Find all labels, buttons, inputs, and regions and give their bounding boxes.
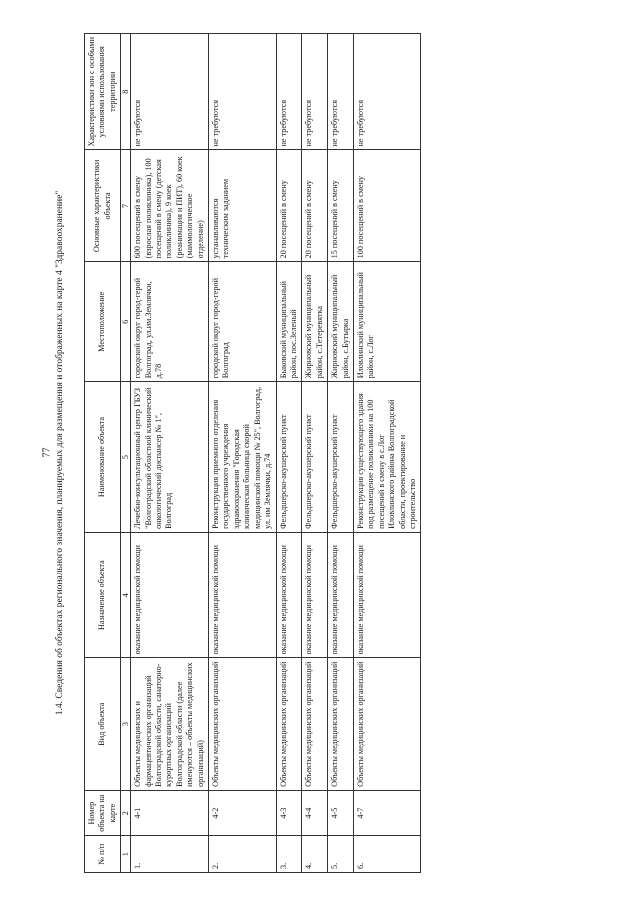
zone-characteristics: не требуются — [328, 34, 354, 150]
column-number: 1 — [121, 836, 131, 873]
column-number: 5 — [121, 382, 131, 533]
table-row — [302, 34, 328, 873]
object-purpose: оказание медицинской помощи — [328, 532, 354, 658]
table-row — [276, 34, 302, 873]
column-number: 8 — [121, 34, 131, 150]
column-header: Характеристики зон с особыми условиями использования территории — [85, 34, 121, 150]
column-header: Наименование объекта — [85, 382, 121, 533]
object-type: Объекты медицинских и фармацевтических организаций Волгоградской области, санаторно-курортных организаций Волгоградской области (далее именуются – объекты медицинских организаций) — [131, 658, 209, 790]
object-characteristics: 600 посещений в смену (взрослая поликлиника), 100 посещений в смену (детская поликлиника), 9 коек (реанимация и ПИТ), 60 коек (маммологическое отделение) — [131, 150, 209, 262]
object-type: Объекты медицинских организаций — [276, 658, 302, 790]
zone-characteristics: не требуются — [302, 34, 328, 150]
map-number: 4-7 — [353, 790, 420, 836]
column-number: 3 — [121, 658, 131, 790]
object-purpose: оказание медицинской помощи — [131, 532, 209, 658]
object-name: Реконструкция существующего здания под размещение поликлиники на 100 посещений в смену в с.Лог Иловлинского района Волгоградской области, проектирование и строительство — [353, 382, 420, 533]
column-number-row — [121, 34, 131, 873]
row-number: 2. — [209, 836, 276, 873]
object-location: Иловлинский муниципальный район, с.Лог — [353, 262, 420, 382]
object-name: Фельдшерско-акушерский пункт — [328, 382, 354, 533]
object-purpose: оказание медицинской помощи — [276, 532, 302, 658]
object-type: Объекты медицинских организаций — [209, 658, 276, 790]
map-number: 4-2 — [209, 790, 276, 836]
object-type: Объекты медицинских организаций — [353, 658, 420, 790]
table-row — [328, 34, 354, 873]
row-number: 6. — [353, 836, 420, 873]
row-number: 5. — [328, 836, 354, 873]
column-header: Вид объекта — [85, 658, 121, 790]
column-header: Основные характеристики объекта — [85, 150, 121, 262]
object-location: Быковский муниципальный район, пос.Зеленый — [276, 262, 302, 382]
column-number: 6 — [121, 262, 131, 382]
map-number: 4-5 — [328, 790, 354, 836]
row-number: 3. — [276, 836, 302, 873]
table-row — [209, 34, 276, 873]
object-characteristics: 15 посещений в смену — [328, 150, 354, 262]
object-location: городской округ город-герой Волгоград, ул.им.Землячки, д.78 — [131, 262, 209, 382]
zone-characteristics: не требуются — [209, 34, 276, 150]
zone-characteristics: не требуются — [131, 34, 209, 150]
object-location: Жирновский муниципальный район, с.Тетеревятка — [302, 262, 328, 382]
objects-table — [84, 33, 421, 873]
map-number: 4-1 — [131, 790, 209, 836]
object-purpose: оказание медицинской помощи — [209, 532, 276, 658]
object-characteristics: 20 посещений в смену — [302, 150, 328, 262]
rotated-page-content — [26, 13, 586, 893]
column-header: Назначение объекта — [85, 532, 121, 658]
object-characteristics: устанавливаются техническим заданием — [209, 150, 276, 262]
object-characteristics: 20 посещений в смену — [276, 150, 302, 262]
object-purpose: оказание медицинской помощи — [302, 532, 328, 658]
section-title: 1.4. Сведения об объектах регионального значения, планируемых для размещения и отображенных на карте 4 "Здравоохранение" — [55, 190, 65, 716]
object-purpose: оказание медицинской помощи — [353, 532, 420, 658]
object-type: Объекты медицинских организаций — [302, 658, 328, 790]
map-number: 4-3 — [276, 790, 302, 836]
header-row — [85, 34, 121, 873]
column-number: 4 — [121, 532, 131, 658]
object-location: городской округ город-герой Волгоград — [209, 262, 276, 382]
object-name: Фельдшерско-акушерский пункт — [276, 382, 302, 533]
column-number: 2 — [121, 790, 131, 836]
zone-characteristics: не требуются — [276, 34, 302, 150]
zone-characteristics: не требуются — [353, 34, 420, 150]
object-name: Фельдшерско-акушерский пункт — [302, 382, 328, 533]
page-number: 77 — [41, 447, 53, 458]
column-header: Местоположение — [85, 262, 121, 382]
column-number: 7 — [121, 150, 131, 262]
object-location: Жирновский муниципальный район, с.Бутырка — [328, 262, 354, 382]
table-row — [353, 34, 420, 873]
map-number: 4-4 — [302, 790, 328, 836]
object-name: Реконструкция приемного отделения государственного учреждения здравоохранения "Городская клиническая больница скорой медицинской помощи № 25", Волгоград, ул. им Землячки, д.74 — [209, 382, 276, 533]
row-number: 1. — [131, 836, 209, 873]
column-header: № п/п — [85, 836, 121, 873]
row-number: 4. — [302, 836, 328, 873]
object-type: Объекты медицинских организаций — [328, 658, 354, 790]
column-header: Номер объекта на карте — [85, 790, 121, 836]
object-characteristics: 100 посещений в смену — [353, 150, 420, 262]
object-name: Лечебно-консультационный центр ГБУЗ "Волгоградский областной клинический онкологический диспансер № 1", Волгоград — [131, 382, 209, 533]
table-row — [131, 34, 209, 873]
